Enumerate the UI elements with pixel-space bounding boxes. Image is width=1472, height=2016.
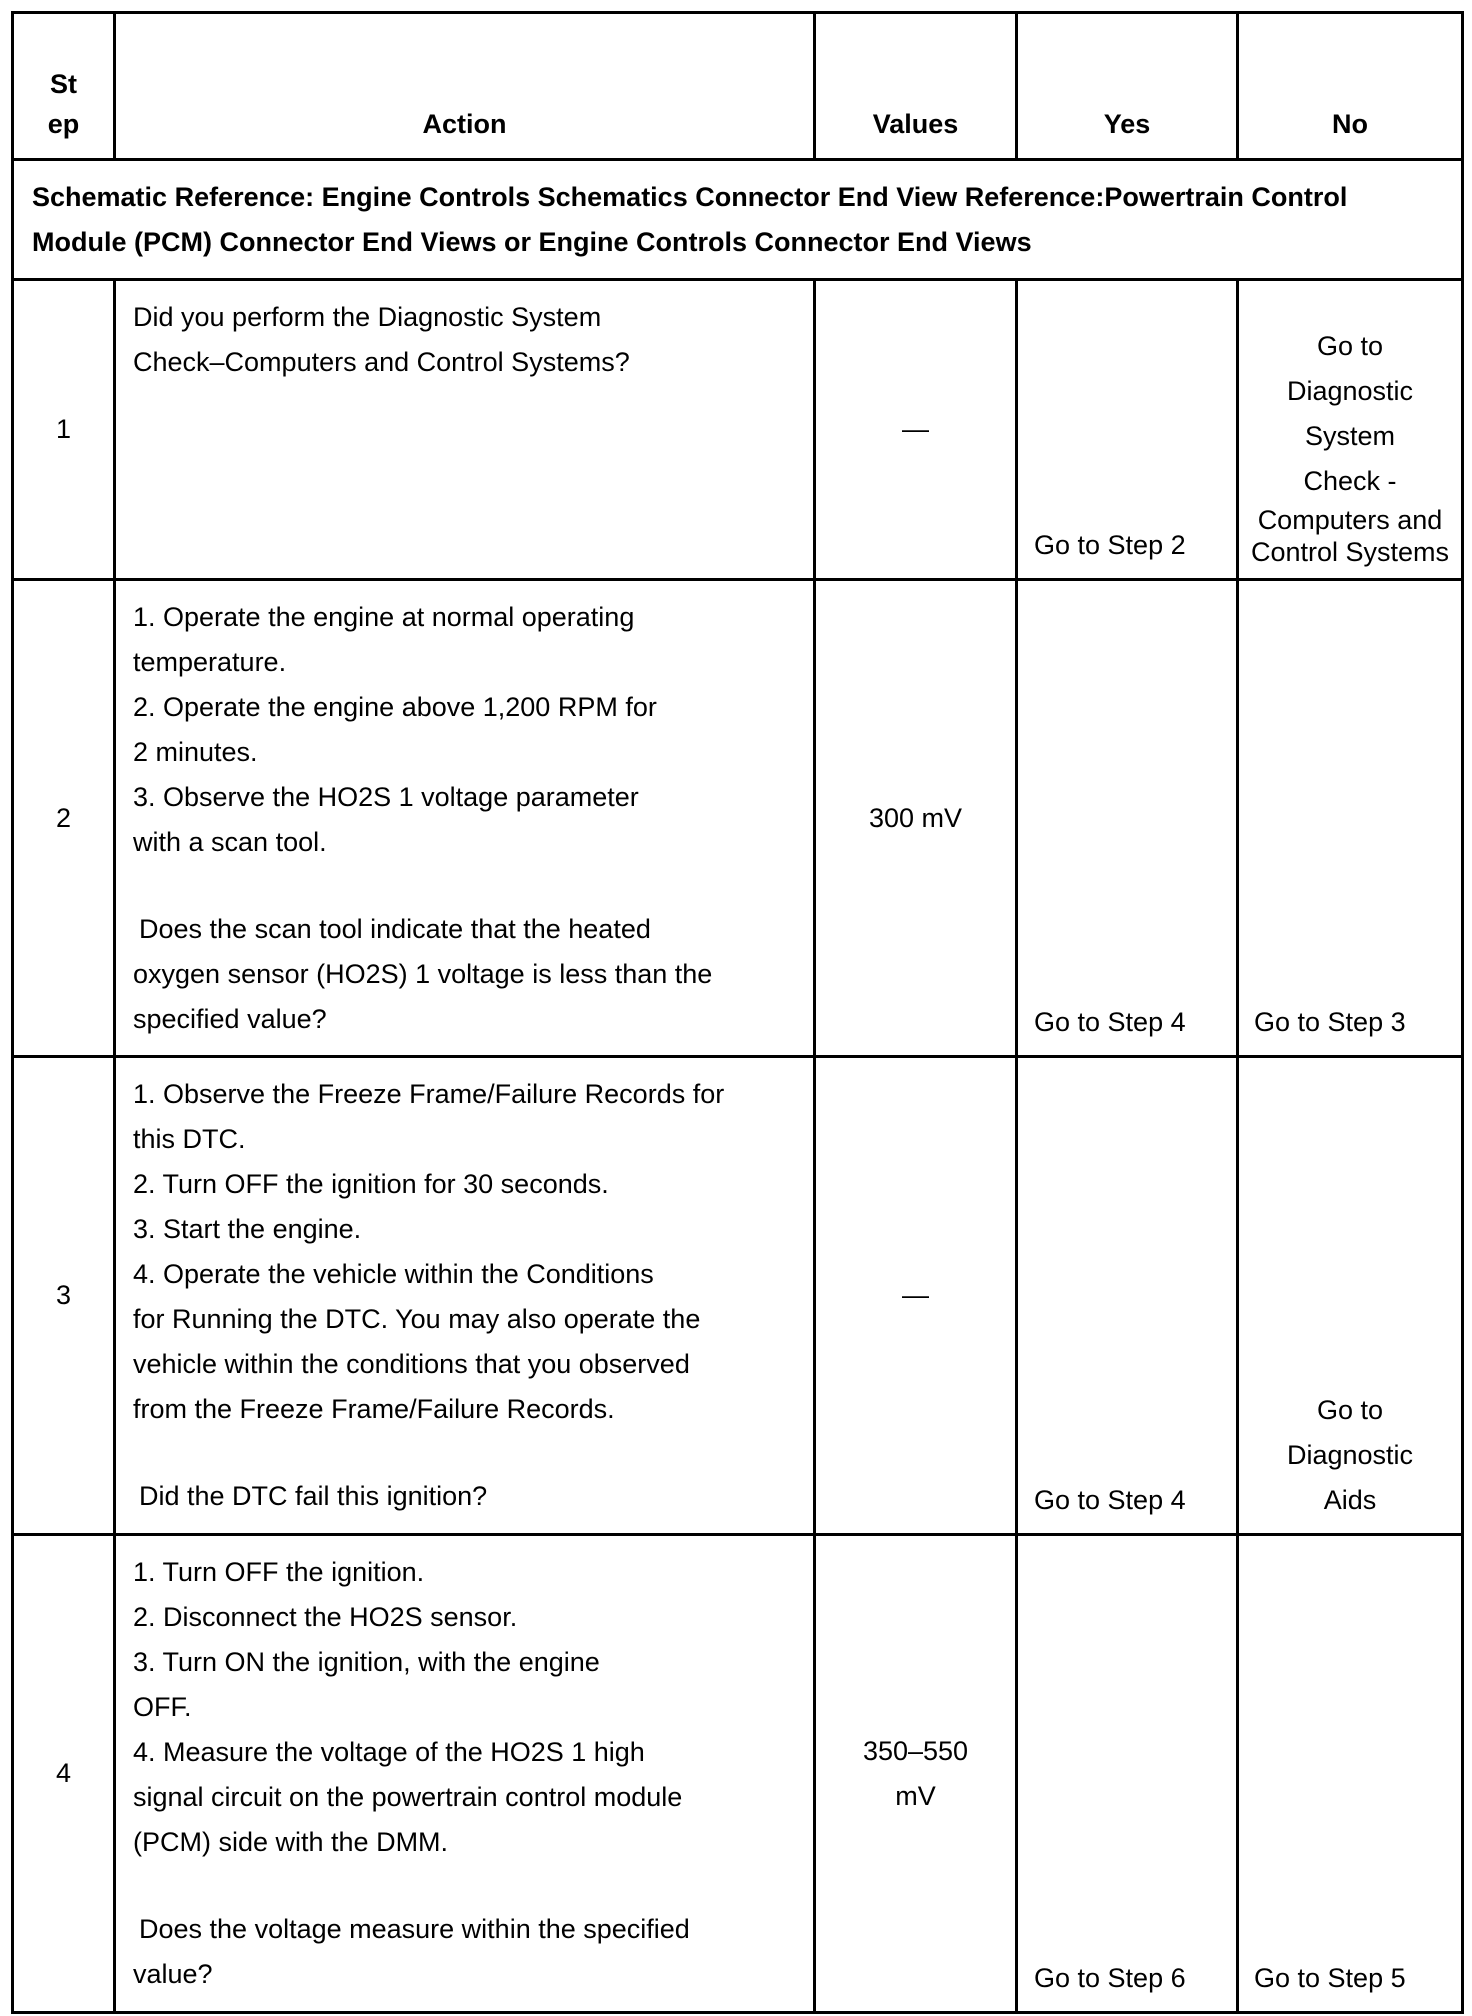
action-line: (PCM) side with the DMM. — [133, 1827, 449, 1857]
question-line: value? — [133, 1959, 213, 1989]
table-row-step-1 — [13, 280, 1463, 580]
action-line: 3. Start the engine. — [133, 1214, 362, 1244]
table-row-step-4 — [13, 1535, 1463, 2013]
header-values: Values — [815, 13, 1017, 160]
schematic-row — [13, 160, 1463, 280]
values-cell: 300 mV — [815, 580, 1017, 1057]
values-cell — [815, 1535, 1017, 2013]
no-cell[interactable] — [1238, 1535, 1463, 2013]
question-line: Does the scan tool indicate that the heated — [139, 914, 651, 944]
question-line: Did the DTC fail this ignition? — [139, 1481, 488, 1511]
action-line: vehicle within the conditions that you observed — [133, 1349, 690, 1379]
no-line: Aids — [1323, 1485, 1377, 1515]
diagnostic-table — [11, 11, 1464, 2014]
header-action: Action — [115, 13, 815, 160]
no-line: Diagnostic — [1286, 376, 1414, 406]
action-line: this DTC. — [133, 1124, 246, 1154]
header-no: No — [1238, 13, 1463, 160]
step-number: 1 — [13, 280, 115, 580]
question-line: oxygen sensor (HO2S) 1 voltage is less than the — [133, 959, 713, 989]
action-line: 3. Turn ON the ignition, with the engine — [133, 1647, 600, 1677]
step-number: 3 — [13, 1057, 115, 1535]
action-line: Did you perform the Diagnostic System — [133, 302, 602, 332]
question-line: Does the voltage measure within the specified — [139, 1914, 690, 1944]
table-row-step-3 — [13, 1057, 1463, 1535]
no-line: Go to — [1316, 331, 1384, 361]
action-line: 1. Operate the engine at normal operating — [133, 602, 635, 632]
action-line: for Running the DTC. You may also operate the — [133, 1304, 701, 1334]
header-yes: Yes — [1017, 13, 1238, 160]
header-row — [13, 13, 1463, 160]
action-line: 1. Observe the Freeze Frame/Failure Records for — [133, 1079, 725, 1109]
no-line: Go to — [1316, 1395, 1384, 1425]
values-text: 350–550 mV — [862, 1735, 969, 1811]
no-line: Check - — [1303, 466, 1397, 496]
values-cell: — — [815, 1057, 1017, 1535]
action-line: 4. Measure the voltage of the HO2S 1 high — [133, 1737, 645, 1767]
yes-cell[interactable]: Go to Step 2 — [1017, 280, 1238, 580]
no-line: Diagnostic — [1286, 1440, 1414, 1470]
action-line: 2. Turn OFF the ignition for 30 seconds. — [133, 1169, 609, 1199]
question-line: specified value? — [133, 1004, 327, 1034]
action-line: 2. Disconnect the HO2S sensor. — [133, 1602, 518, 1632]
step-number: 4 — [13, 1535, 115, 2013]
action-cell — [115, 580, 815, 1057]
action-line: temperature. — [133, 647, 287, 677]
no-line: Computers and — [1257, 505, 1443, 535]
step-number: 2 — [13, 580, 115, 1057]
no-line: Go to Step 3 — [1254, 1007, 1406, 1037]
action-line: 1. Turn OFF the ignition. — [133, 1557, 425, 1587]
action-cell — [115, 1057, 815, 1535]
action-line: Check–Computers and Control Systems? — [133, 347, 630, 377]
action-line: with a scan tool. — [133, 827, 327, 857]
action-cell — [115, 280, 815, 580]
no-line: Go to Step 5 — [1254, 1963, 1406, 1993]
table-row-step-2 — [13, 580, 1463, 1057]
action-line: signal circuit on the powertrain control module — [133, 1782, 683, 1812]
values-cell: — — [815, 280, 1017, 580]
no-cell[interactable] — [1238, 280, 1463, 580]
action-line: 2 minutes. — [133, 737, 258, 767]
header-step: St ep — [13, 13, 115, 160]
yes-cell[interactable]: Go to Step 4 — [1017, 580, 1238, 1057]
no-cell[interactable] — [1238, 580, 1463, 1057]
action-line: OFF. — [133, 1692, 192, 1722]
action-cell — [115, 1535, 815, 2013]
no-line: Control Systems — [1250, 537, 1450, 567]
action-line: 3. Observe the HO2S 1 voltage parameter — [133, 782, 639, 812]
schematic-reference: Schematic Reference: Engine Controls Schematics Connector End View Reference:Powertrain Control Module (PCM) Connector End Views or Engine Controls Connector End Views — [13, 160, 1463, 280]
action-line: from the Freeze Frame/Failure Records. — [133, 1394, 615, 1424]
no-cell[interactable] — [1238, 1057, 1463, 1535]
yes-cell[interactable]: Go to Step 6 — [1017, 1535, 1238, 2013]
no-line: System — [1304, 421, 1396, 451]
action-line: 4. Operate the vehicle within the Conditions — [133, 1259, 654, 1289]
yes-cell[interactable]: Go to Step 4 — [1017, 1057, 1238, 1535]
action-line: 2. Operate the engine above 1,200 RPM for — [133, 692, 657, 722]
